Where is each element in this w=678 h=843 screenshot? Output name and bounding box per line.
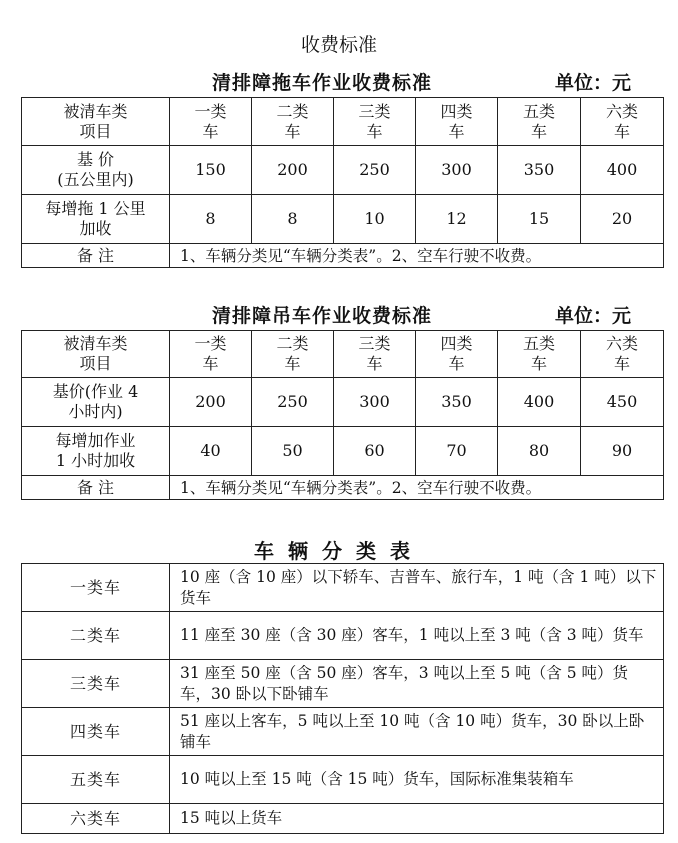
table-row [22, 660, 664, 708]
header-cell: 二类 车 [252, 98, 334, 146]
table-cell: 8 [252, 195, 334, 244]
header-cell: 四类 车 [416, 331, 498, 378]
table-cell: 60 [334, 427, 416, 476]
class-name: 一类车 [22, 564, 170, 612]
header-cell: 四类 车 [416, 98, 498, 146]
class-description: 11 座至 30 座（含 30 座）客车，1 吨以上至 3 吨（含 3 吨）货车 [170, 612, 664, 660]
note-text: 1、车辆分类见“车辆分类表”。2、空车行驶不收费。 [170, 244, 664, 268]
table-cell: 15 [498, 195, 581, 244]
class-name: 五类车 [22, 756, 170, 804]
header-cell: 五类 车 [498, 98, 581, 146]
class-name: 四类车 [22, 708, 170, 756]
class-description: 10 座（含 10 座）以下轿车、吉普车、旅行车，1 吨（含 1 吨）以下货车 [170, 564, 664, 612]
table-cell: 400 [498, 378, 581, 427]
table-cell: 70 [416, 427, 498, 476]
tow-fee-table [21, 97, 664, 268]
tow-unit-label: 单位：元 [555, 72, 632, 94]
classification-table-title: 车辆分类表 [254, 539, 424, 563]
row-label: 基 价 (五公里内) [22, 146, 170, 195]
class-name: 二类车 [22, 612, 170, 660]
crane-unit-label: 单位：元 [555, 305, 632, 327]
class-name: 三类车 [22, 660, 170, 708]
table-row [22, 378, 664, 427]
note-label: 备 注 [22, 244, 170, 268]
note-label: 备 注 [22, 476, 170, 500]
table-cell: 350 [498, 146, 581, 195]
table-cell: 300 [416, 146, 498, 195]
header-cell: 二类 车 [252, 331, 334, 378]
table-row [22, 756, 664, 804]
row-label: 每增拖 1 公里 加收 [22, 195, 170, 244]
classification-table [21, 563, 664, 834]
table-row [22, 708, 664, 756]
table-cell: 8 [170, 195, 252, 244]
table-cell: 90 [581, 427, 664, 476]
table-row [22, 804, 664, 834]
table-cell: 350 [416, 378, 498, 427]
table-cell: 200 [252, 146, 334, 195]
tow-table-title: 清排障拖车作业收费标准 [212, 72, 433, 94]
table-header-row [22, 331, 664, 378]
table-cell: 150 [170, 146, 252, 195]
header-cell: 被清车类 项目 [22, 98, 170, 146]
table-row [22, 564, 664, 612]
table-row [22, 427, 664, 476]
table-cell: 40 [170, 427, 252, 476]
header-cell: 五类 车 [498, 331, 581, 378]
header-cell: 三类 车 [334, 331, 416, 378]
row-label: 基价(作业 4 小时内) [22, 378, 170, 427]
table-cell: 12 [416, 195, 498, 244]
class-name: 六类车 [22, 804, 170, 834]
table-cell: 400 [581, 146, 664, 195]
note-row [22, 476, 664, 500]
table-header-row [22, 98, 664, 146]
crane-fee-table [21, 330, 664, 500]
table-cell: 50 [252, 427, 334, 476]
header-cell: 三类 车 [334, 98, 416, 146]
row-label: 每增加作业 1 小时加收 [22, 427, 170, 476]
table-cell: 250 [334, 146, 416, 195]
table-row [22, 146, 664, 195]
table-cell: 250 [252, 378, 334, 427]
table-row [22, 195, 664, 244]
header-cell: 六类 车 [581, 331, 664, 378]
table-cell: 450 [581, 378, 664, 427]
table-cell: 300 [334, 378, 416, 427]
table-cell: 10 [334, 195, 416, 244]
table-cell: 200 [170, 378, 252, 427]
table-cell: 80 [498, 427, 581, 476]
class-description: 51 座以上客车，5 吨以上至 10 吨（含 10 吨）货车，30 卧以上卧铺车 [170, 708, 664, 756]
table-row [22, 612, 664, 660]
crane-table-title: 清排障吊车作业收费标准 [212, 305, 433, 327]
note-row [22, 244, 664, 268]
header-cell: 一类 车 [170, 98, 252, 146]
class-description: 15 吨以上货车 [170, 804, 664, 834]
class-description: 31 座至 50 座（含 50 座）客车，3 吨以上至 5 吨（含 5 吨）货车，30 卧以下卧铺车 [170, 660, 664, 708]
header-cell: 六类 车 [581, 98, 664, 146]
class-description: 10 吨以上至 15 吨（含 15 吨）货车，国际标准集装箱车 [170, 756, 664, 804]
table-cell: 20 [581, 195, 664, 244]
header-cell: 被清车类 项目 [22, 331, 170, 378]
header-cell: 一类 车 [170, 331, 252, 378]
note-text: 1、车辆分类见“车辆分类表”。2、空车行驶不收费。 [170, 476, 664, 500]
page-title: 收费标准 [300, 34, 377, 56]
